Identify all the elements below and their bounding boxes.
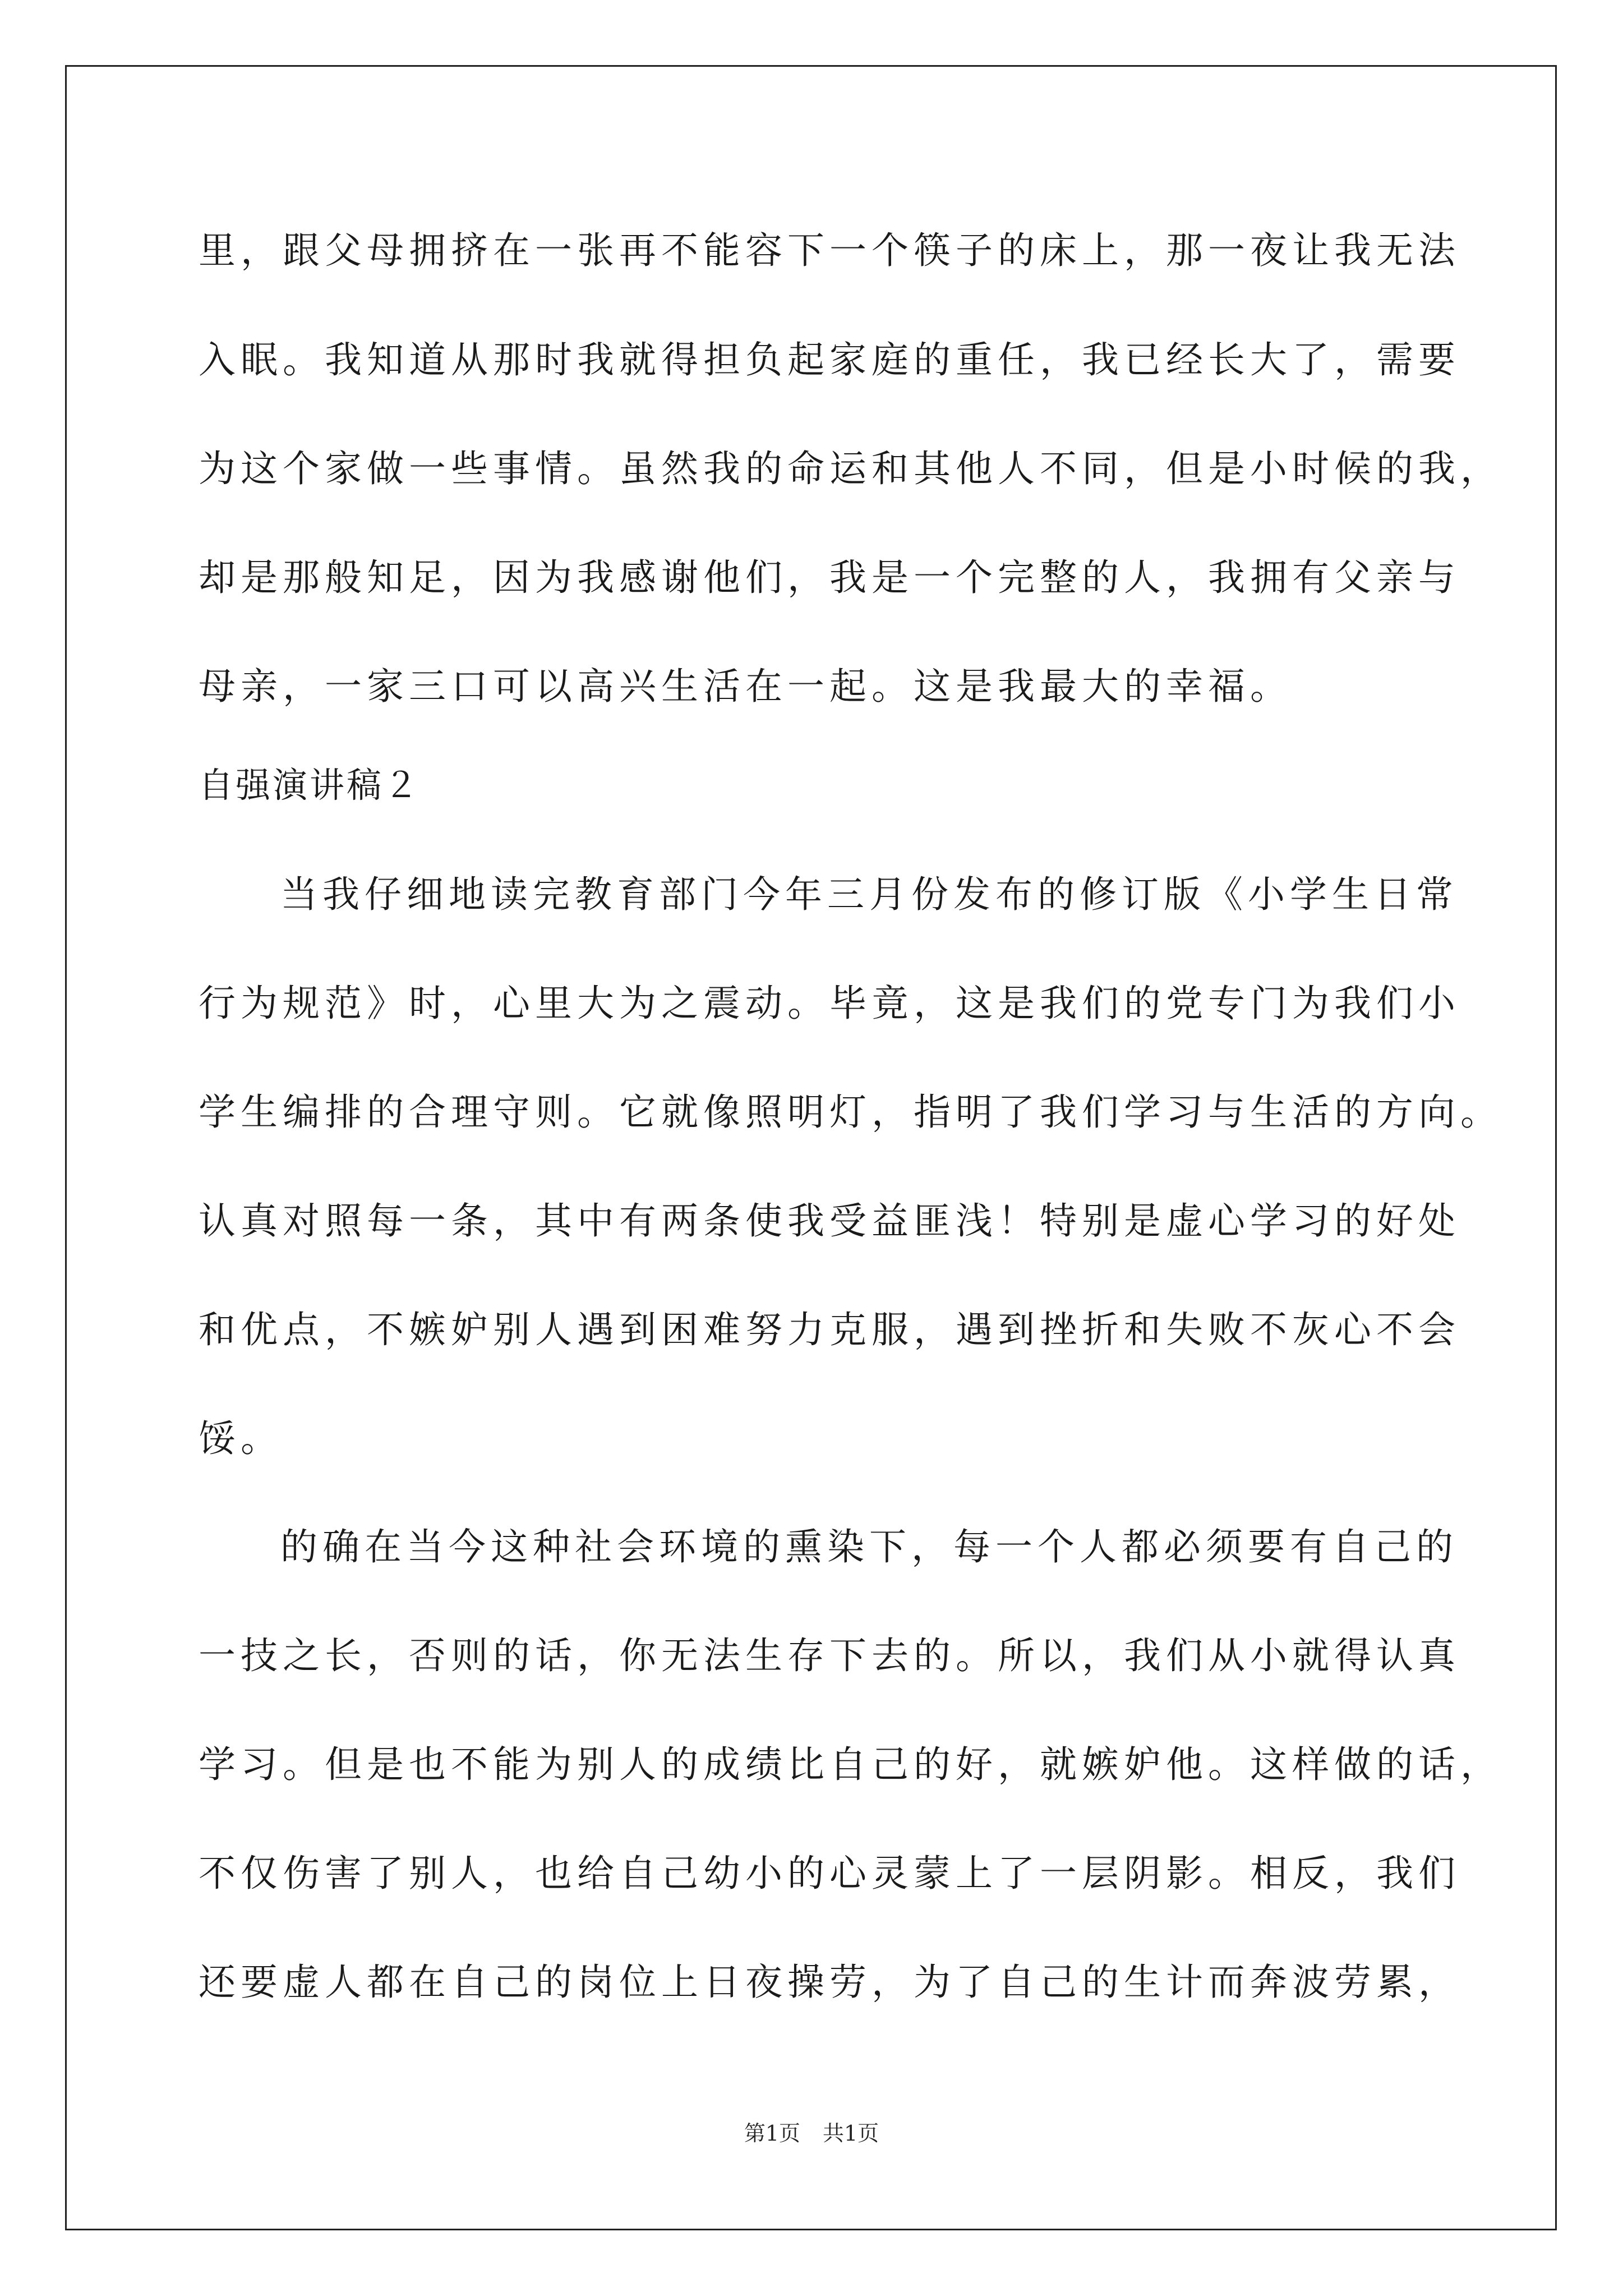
page-footer bbox=[0, 2119, 1623, 2147]
paragraph-line: 学习。但是也不能为别人的成绩比自己的好，就嫉妒他。这样做的话， bbox=[199, 1743, 1502, 1786]
paragraph-line: 馁。 bbox=[199, 1417, 283, 1460]
paragraph-line: 入眠。我知道从那时我就得担负起家庭的重任，我已经长大了，需要 bbox=[199, 338, 1460, 381]
paragraph-line: 里，跟父母拥挤在一张再不能容下一个筷子的床上，那一夜让我无法 bbox=[199, 229, 1460, 272]
section-heading: 自强演讲稿２ bbox=[199, 765, 421, 806]
paragraph-line: 为这个家做一些事情。虽然我的命运和其他人不同，但是小时候的我， bbox=[199, 447, 1502, 490]
paragraph-line: 的确在当今这种社会环境的熏染下，每一个人都必须要有自己的 bbox=[280, 1525, 1458, 1568]
paragraph-line: 当我仔细地读完教育部门今年三月份发布的修订版《小学生日常 bbox=[280, 873, 1458, 916]
paragraph-line: 一技之长，否则的话，你无法生存下去的。所以，我们从小就得认真 bbox=[199, 1634, 1460, 1677]
page-number-total: 共1页 bbox=[823, 2121, 879, 2146]
paragraph-line: 不仅伤害了别人，也给自己幼小的心灵蒙上了一层阴影。相反，我们 bbox=[199, 1852, 1460, 1895]
page-number-current: 第1页 bbox=[744, 2121, 800, 2146]
paragraph-line: 却是那般知足，因为我感谢他们，我是一个完整的人，我拥有父亲与 bbox=[199, 556, 1460, 599]
paragraph-line: 学生编排的合理守则。它就像照明灯，指明了我们学习与生活的方向。 bbox=[199, 1091, 1502, 1134]
page-frame bbox=[65, 65, 1557, 2230]
paragraph-line: 还要虚人都在自己的岗位上日夜操劳，为了自己的生计而奔波劳累， bbox=[199, 1961, 1460, 2004]
paragraph-line: 母亲，一家三口可以高兴生活在一起。这是我最大的幸福。 bbox=[199, 665, 1292, 708]
paragraph-line: 认真对照每一条，其中有两条使我受益匪浅！特别是虚心学习的好处 bbox=[199, 1199, 1460, 1243]
paragraph-line: 行为规范》时，心里大为之震动。毕竟，这是我们的党专门为我们小 bbox=[199, 982, 1460, 1025]
paragraph-line: 和优点，不嫉妒别人遇到困难努力克服，遇到挫折和失败不灰心不会 bbox=[199, 1308, 1460, 1351]
